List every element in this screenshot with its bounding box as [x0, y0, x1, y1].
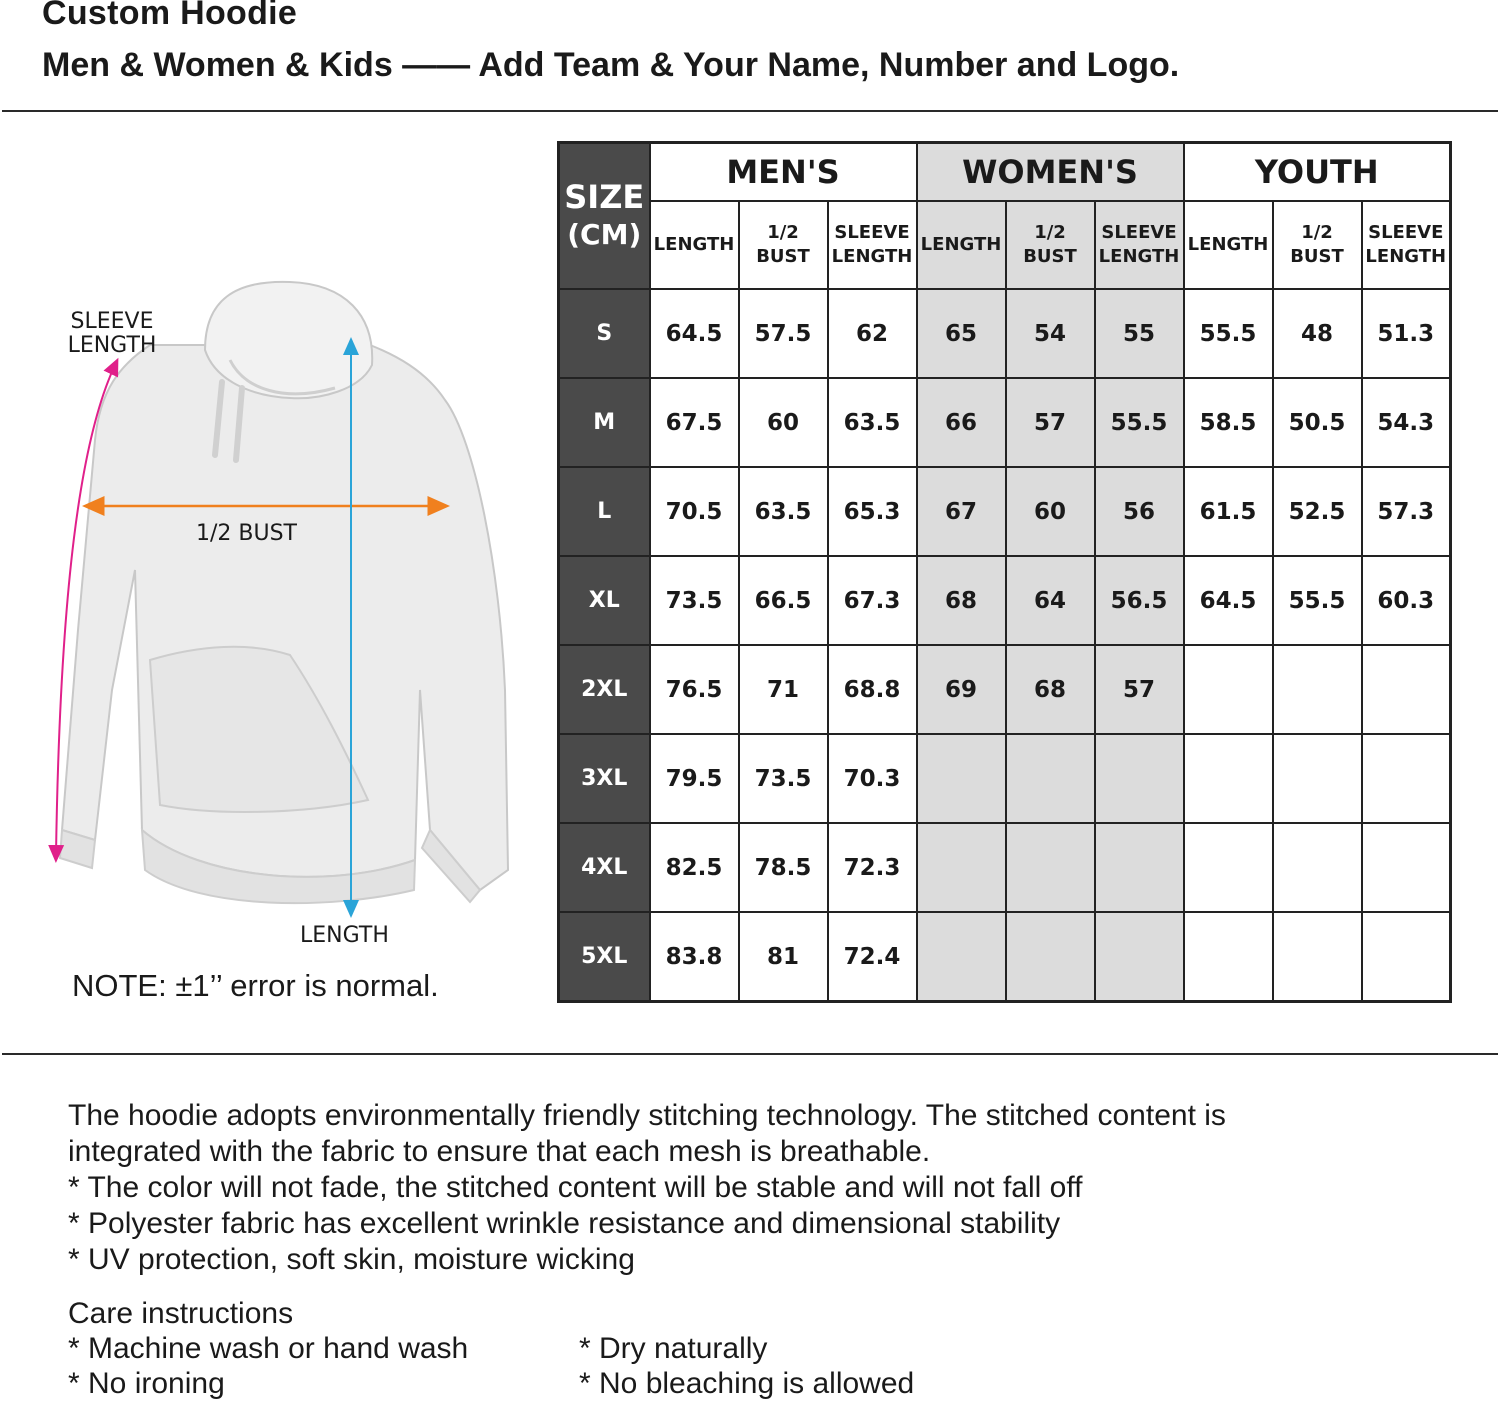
description-line: integrated with the fabric to ensure that each mesh is breathable. [68, 1135, 931, 1168]
care-instructions-title: Care instructions [68, 1297, 294, 1330]
value-cell-mens: 81 [739, 912, 828, 1002]
value-cell-youth: 60.3 [1362, 556, 1451, 645]
size-note: NOTE: ±1’’ error is normal. [72, 968, 439, 1003]
value-cell-womens [1006, 912, 1095, 1002]
value-cell-womens: 69 [917, 645, 1006, 734]
care-item: * No bleaching is allowed [579, 1367, 915, 1400]
table-row [559, 378, 1451, 467]
column-header-mens: SLEEVE LENGTH [828, 201, 917, 289]
value-cell-mens: 78.5 [739, 823, 828, 912]
value-cell-womens: 56 [1095, 467, 1184, 556]
care-item: * No ironing [68, 1367, 225, 1400]
value-cell-mens: 63.5 [739, 467, 828, 556]
size-label-cell: 2XL [559, 645, 650, 734]
value-cell-youth: 52.5 [1273, 467, 1362, 556]
value-cell-womens [917, 912, 1006, 1002]
table-row [559, 289, 1451, 378]
value-cell-youth: 61.5 [1184, 467, 1273, 556]
column-header-mens: LENGTH [650, 201, 739, 289]
page-subtitle: Men & Women & Kids —— Add Team & Your Name, Number and Logo. [42, 46, 1180, 84]
value-cell-mens: 63.5 [828, 378, 917, 467]
value-cell-mens: 65.3 [828, 467, 917, 556]
value-cell-womens [1095, 912, 1184, 1002]
value-cell-youth: 57.3 [1362, 467, 1451, 556]
column-header-youth: LENGTH [1184, 201, 1273, 289]
size-label-cell: 5XL [559, 912, 650, 1002]
size-label-cell: M [559, 378, 650, 467]
value-cell-womens [1006, 823, 1095, 912]
value-cell-womens [1006, 734, 1095, 823]
table-row [559, 912, 1451, 1002]
value-cell-womens: 66 [917, 378, 1006, 467]
value-cell-youth: 55.5 [1273, 556, 1362, 645]
size-chart-table [557, 141, 1452, 1003]
value-cell-youth: 50.5 [1273, 378, 1362, 467]
value-cell-mens: 57.5 [739, 289, 828, 378]
column-header-womens: 1/2 BUST [1006, 201, 1095, 289]
value-cell-womens: 68 [1006, 645, 1095, 734]
value-cell-youth: 54.3 [1362, 378, 1451, 467]
column-header-womens: SLEEVE LENGTH [1095, 201, 1184, 289]
table-row [559, 734, 1451, 823]
size-label-cell: 4XL [559, 823, 650, 912]
value-cell-mens: 76.5 [650, 645, 739, 734]
value-cell-womens: 67 [917, 467, 1006, 556]
value-cell-youth: 48 [1273, 289, 1362, 378]
value-cell-mens: 70.5 [650, 467, 739, 556]
length-label: LENGTH [300, 923, 389, 948]
hoodie-illustration [0, 270, 540, 960]
product-description [68, 1098, 1468, 1278]
value-cell-youth [1273, 823, 1362, 912]
bust-label: 1/2 BUST [196, 521, 297, 546]
value-cell-womens [1095, 734, 1184, 823]
value-cell-mens: 60 [739, 378, 828, 467]
value-cell-youth [1184, 912, 1273, 1002]
column-header-youth: SLEEVE LENGTH [1362, 201, 1451, 289]
value-cell-mens: 68.8 [828, 645, 917, 734]
value-cell-mens: 70.3 [828, 734, 917, 823]
value-cell-youth: 64.5 [1184, 556, 1273, 645]
value-cell-womens: 55.5 [1095, 378, 1184, 467]
table-row [559, 645, 1451, 734]
size-label-cell: XL [559, 556, 650, 645]
value-cell-mens: 72.4 [828, 912, 917, 1002]
value-cell-youth [1362, 912, 1451, 1002]
value-cell-mens: 82.5 [650, 823, 739, 912]
value-cell-womens: 65 [917, 289, 1006, 378]
value-cell-mens: 83.8 [650, 912, 739, 1002]
hoodie-image [0, 270, 540, 960]
column-header-mens: 1/2 BUST [739, 201, 828, 289]
value-cell-womens: 60 [1006, 467, 1095, 556]
value-cell-youth [1273, 734, 1362, 823]
size-column-header: SIZE (CM) [559, 143, 650, 290]
care-item: * Machine wash or hand wash [68, 1332, 469, 1365]
value-cell-youth [1362, 734, 1451, 823]
group-header-youth: YOUTH [1184, 143, 1451, 202]
value-cell-womens: 56.5 [1095, 556, 1184, 645]
value-cell-womens: 57 [1006, 378, 1095, 467]
feature-bullet: * Polyester fabric has excellent wrinkle resistance and dimensional stability [68, 1207, 1061, 1240]
value-cell-youth: 58.5 [1184, 378, 1273, 467]
top-divider [2, 110, 1498, 112]
value-cell-youth: 55.5 [1184, 289, 1273, 378]
value-cell-mens: 73.5 [739, 734, 828, 823]
size-label-cell: 3XL [559, 734, 650, 823]
value-cell-womens [1095, 823, 1184, 912]
group-header-mens: MEN'S [650, 143, 917, 202]
value-cell-womens [917, 823, 1006, 912]
size-label-cell: S [559, 289, 650, 378]
value-cell-mens: 71 [739, 645, 828, 734]
description-line: The hoodie adopts environmentally friendly stitching technology. The stitched content is [68, 1099, 1226, 1132]
value-cell-youth [1184, 734, 1273, 823]
value-cell-mens: 67.3 [828, 556, 917, 645]
value-cell-womens: 57 [1095, 645, 1184, 734]
feature-bullet: * UV protection, soft skin, moisture wicking [68, 1243, 635, 1276]
care-item: * Dry naturally [579, 1332, 768, 1365]
group-header-womens: WOMEN'S [917, 143, 1184, 202]
value-cell-mens: 66.5 [739, 556, 828, 645]
value-cell-mens: 62 [828, 289, 917, 378]
value-cell-mens: 67.5 [650, 378, 739, 467]
bottom-divider [2, 1053, 1498, 1055]
value-cell-youth: 51.3 [1362, 289, 1451, 378]
value-cell-mens: 79.5 [650, 734, 739, 823]
size-label-cell: L [559, 467, 650, 556]
value-cell-youth [1184, 645, 1273, 734]
column-header-womens: LENGTH [917, 201, 1006, 289]
sleeve-length-label: SLEEVE LENGTH [67, 309, 157, 358]
feature-bullet: * The color will not fade, the stitched content will be stable and will not fall off [68, 1171, 1083, 1204]
value-cell-womens: 55 [1095, 289, 1184, 378]
table-row [559, 467, 1451, 556]
page-title: Custom Hoodie [42, 0, 298, 32]
value-cell-youth [1362, 645, 1451, 734]
value-cell-mens: 72.3 [828, 823, 917, 912]
value-cell-mens: 64.5 [650, 289, 739, 378]
value-cell-mens: 73.5 [650, 556, 739, 645]
value-cell-youth [1362, 823, 1451, 912]
value-cell-womens: 64 [1006, 556, 1095, 645]
value-cell-youth [1184, 823, 1273, 912]
value-cell-womens: 68 [917, 556, 1006, 645]
table-row [559, 823, 1451, 912]
value-cell-womens: 54 [1006, 289, 1095, 378]
column-header-youth: 1/2 BUST [1273, 201, 1362, 289]
value-cell-youth [1273, 645, 1362, 734]
table-row [559, 556, 1451, 645]
value-cell-womens [917, 734, 1006, 823]
value-cell-youth [1273, 912, 1362, 1002]
